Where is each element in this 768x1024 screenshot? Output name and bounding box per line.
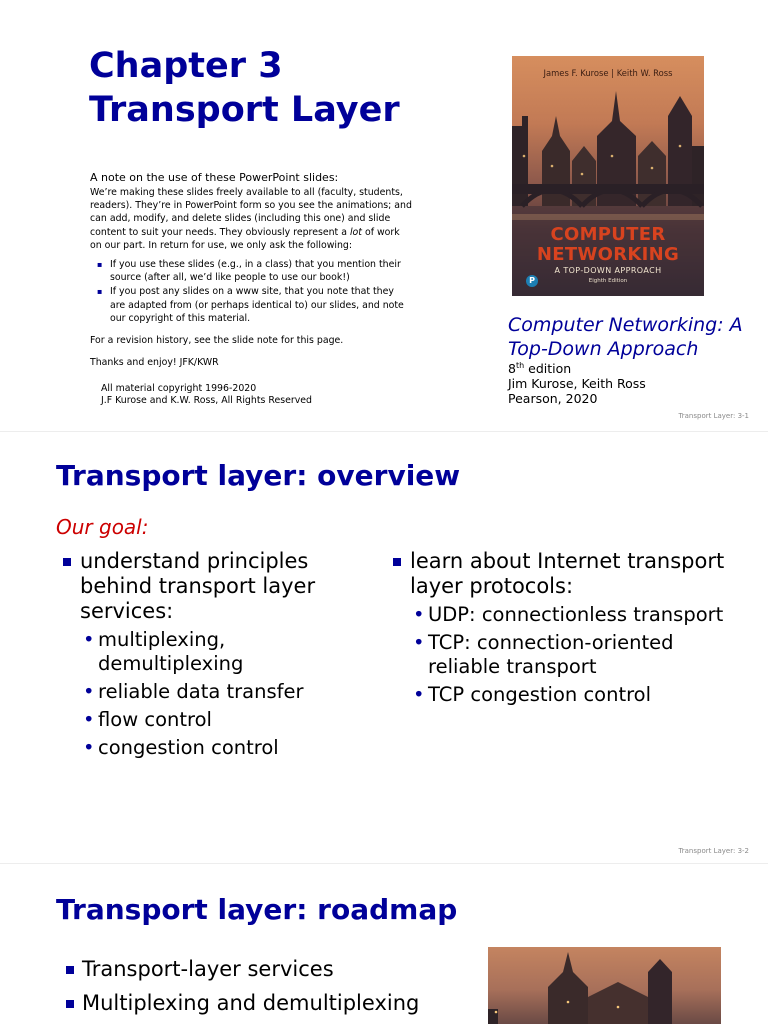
sub-bullet: • UDP: connectionless transport [385,603,745,627]
goal-heading: Our goal: [56,515,149,539]
sub-bullet: • TCP congestion control [385,683,745,707]
cover-edition: Eighth Edition [588,278,628,284]
pearson-logo-icon: P [526,275,538,287]
slide-title: Transport layer: overview [56,459,461,492]
cover-authors: James F. Kurose | Keith W. Ross [543,68,673,78]
right-column [385,549,745,707]
edition-word: edition [524,361,572,377]
note-bullet: ▪ If you post any slides on a www site, that you note that they are adapted from (or perhaps identical to) our slides, and note our copyright of this material. [110,285,412,325]
book-info [508,358,646,406]
revision-note: For a revision history, see the slide note for this page. [90,335,344,347]
note-lead: A note on the use of these PowerPoint slides: [90,171,339,184]
chapter-title-line1: Chapter 3 [89,46,283,86]
slide-1 [0,0,768,432]
book-edition [508,358,646,376]
book-cover-image [512,56,704,296]
left-column [55,549,345,760]
copyright-line1: All material copyright 1996-2020 [101,383,257,394]
chapter-title [89,44,400,132]
sub-bullet: • flow control [55,708,345,732]
roadmap-photo [488,947,721,1024]
slide-number: Transport Layer: 3-2 [678,847,749,855]
sub-bullet: • multiplexing, demultiplexing [55,628,345,676]
slide-title: Transport layer: roadmap [56,893,458,926]
note-paragraph-post: of work on our part. In return for use, we only ask the following: [90,226,400,251]
copyright-line2: J.F Kurose and K.W. Ross, All Rights Reserved [101,395,312,406]
note-paragraph-emphasis: lot [349,226,362,238]
edition-suffix: th [515,361,525,370]
roadmap-artwork [488,947,721,1024]
book-title: Computer Networking: A Top-Down Approach [508,314,743,360]
book-authors: Jim Kurose, Keith Ross [508,376,646,392]
copyright-notice [101,383,312,407]
sub-bullet: • congestion control [55,736,345,760]
roadmap-item [63,991,419,1015]
slide-number: Transport Layer: 3-1 [678,412,749,420]
cover-subtitle: A TOP-DOWN APPROACH [554,266,662,275]
book-publisher: Pearson, 2020 [508,391,598,407]
note-paragraph-pre: We’re making these slides freely available to all (faculty, students, readers). They’re in PowerPoint form so you see the animations; and can add, modify, and delete slides (including this one) and slide content to suit your needs. They obviously represent a [90,187,412,238]
cover-title-line1: COMPUTER [550,224,666,245]
slide-3 [0,864,768,1024]
thanks-note: Thanks and enjoy! JFK/KWR [90,357,219,369]
note-bullet-list [90,258,412,325]
note-paragraph [90,186,412,252]
usage-note [90,170,412,369]
roadmap-item [63,957,334,981]
slide-2 [0,432,768,864]
cover-title-line2: NETWORKING [536,244,680,265]
bullet-internet-protocols: learn about Internet transport layer protocols: [385,549,745,599]
sub-bullet: • TCP: connection-oriented reliable transport [385,631,745,679]
chapter-title-line2: Transport Layer [89,90,400,130]
roadmap-item-label: Transport-layer services [82,957,334,981]
sub-bullet: • reliable data transfer [55,680,345,704]
edition-number: 8 [508,361,516,377]
bullet-principles: understand principles behind transport layer services: [55,549,345,624]
note-bullet: ▪ If you use these slides (e.g., in a class) that you mention their source (after all, we’d like people to use our book!) [110,258,412,284]
roadmap-item-label: Multiplexing and demultiplexing [82,991,420,1015]
